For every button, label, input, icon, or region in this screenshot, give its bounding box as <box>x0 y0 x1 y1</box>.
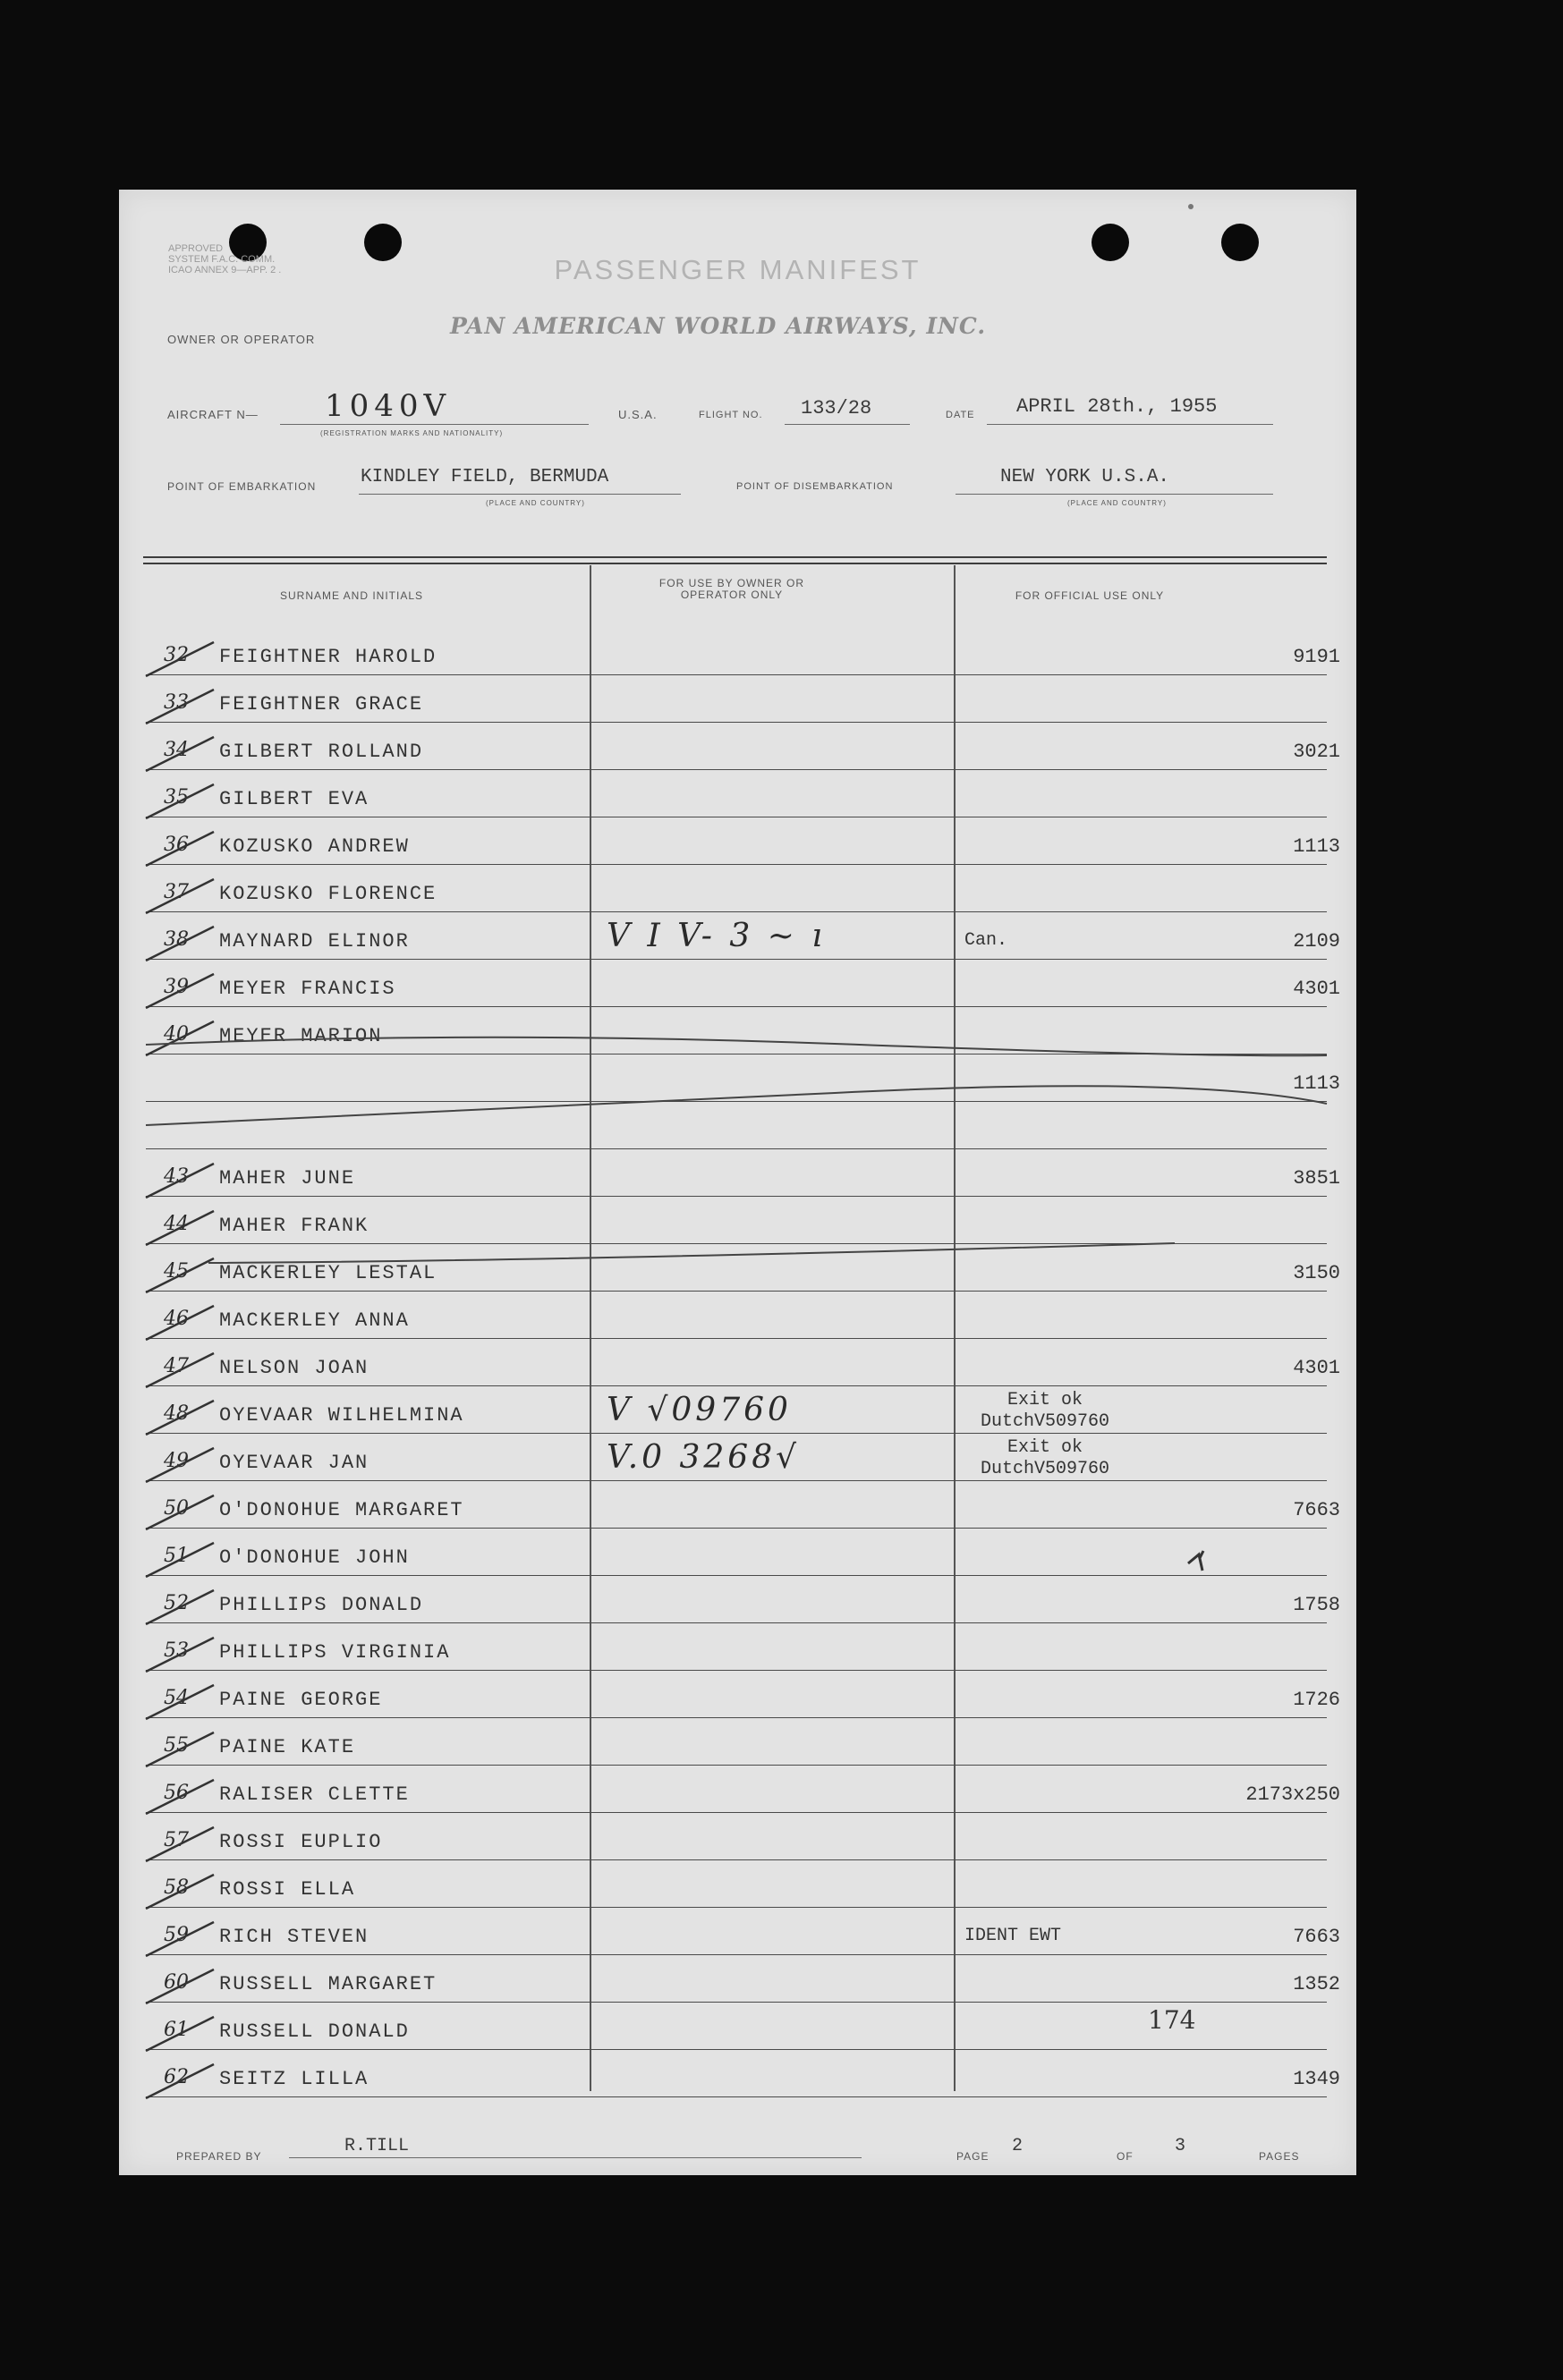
of-label: OF <box>1117 2150 1134 2163</box>
passenger-name: MAYNARD ELINOR <box>219 930 410 953</box>
row-number: 37 <box>164 881 189 903</box>
row-number: 55 <box>164 1734 189 1757</box>
row-number: 36 <box>164 834 189 856</box>
passenger-name: O'DONOHUE JOHN <box>219 1546 410 1569</box>
embarkation-value: KINDLEY FIELD, BERMUDA <box>361 467 609 487</box>
row-number: 35 <box>164 786 189 809</box>
passenger-name: GILBERT ROLLAND <box>219 741 424 763</box>
row-number: 47 <box>164 1355 189 1377</box>
of-value: 3 <box>1175 2136 1186 2156</box>
aircraft-number: 1040V <box>325 388 452 424</box>
column-header-official: FOR OFFICIAL USE ONLY <box>1015 589 1165 602</box>
row-number: 62 <box>164 2066 189 2088</box>
page-value: 2 <box>1012 2136 1024 2156</box>
passenger-name: MEYER MARION <box>219 1025 383 1047</box>
column-header-surname: SURNAME AND INITIALS <box>279 589 424 602</box>
passenger-name: KOZUSKO FLORENCE <box>219 883 437 905</box>
flight-number: 133/28 <box>801 397 872 419</box>
owner-label: OWNER OR OPERATOR <box>167 333 316 346</box>
official-value: 3851 <box>1293 1167 1340 1190</box>
passenger-name: RALISER CLETTE <box>219 1783 410 1806</box>
row-number: 45 <box>164 1260 189 1283</box>
date-label: DATE <box>946 410 975 420</box>
row-number: 38 <box>164 928 189 951</box>
passenger-name: ROSSI ELLA <box>219 1878 356 1901</box>
embarkation-sublabel: (PLACE AND COUNTRY) <box>486 499 585 507</box>
row-number: 51 <box>164 1545 189 1567</box>
row-number: 52 <box>164 1592 189 1614</box>
passenger-name: RUSSELL DONALD <box>219 2020 410 2043</box>
passenger-name: ROSSI EUPLIO <box>219 1831 383 1853</box>
official-value: 7663 <box>1293 1926 1340 1948</box>
approval-line: APPROVED <box>168 243 224 254</box>
passenger-name: PAINE GEORGE <box>219 1689 383 1711</box>
passenger-name: RICH STEVEN <box>219 1926 370 1948</box>
official-note: Can. <box>964 930 1008 951</box>
official-note: Exit ok DutchV509760 <box>980 1437 1110 1479</box>
operator-note: V I V- 3 ∼ ı <box>607 918 826 954</box>
strike-out-line <box>146 1038 1327 1055</box>
column-header-operator: FOR USE BY OWNER OR OPERATOR ONLY <box>658 577 805 601</box>
row-number: 58 <box>164 1876 189 1899</box>
flight-date: APRIL 28th., 1955 <box>1016 395 1218 418</box>
prepared-value: R.TILL <box>344 2136 410 2156</box>
passenger-name: OYEVAAR WILHELMINA <box>219 1404 464 1427</box>
aircraft-sublabel: (REGISTRATION MARKS AND NATIONALITY) <box>320 429 504 437</box>
official-note: Exit ok DutchV509760 <box>980 1390 1110 1432</box>
strike-out-line <box>208 1243 1175 1263</box>
official-value: 4301 <box>1293 1357 1340 1379</box>
operator-note: V √09760 <box>607 1392 792 1428</box>
tick-mark <box>1188 1551 1203 1571</box>
passenger-name: PHILLIPS VIRGINIA <box>219 1641 451 1664</box>
passenger-name: PAINE KATE <box>219 1736 356 1758</box>
passenger-name: MACKERLEY ANNA <box>219 1309 410 1332</box>
passenger-name: FEIGHTNER HAROLD <box>219 646 437 668</box>
official-value: 4301 <box>1293 978 1340 1000</box>
page-label: PAGE <box>956 2150 990 2163</box>
row-number: 48 <box>164 1402 189 1425</box>
prepared-label: PREPARED BY <box>176 2150 262 2163</box>
passenger-name: MAHER JUNE <box>219 1167 356 1190</box>
row-number: 46 <box>164 1308 189 1330</box>
row-number: 54 <box>164 1687 189 1709</box>
passenger-name: GILBERT EVA <box>219 788 370 810</box>
official-note: IDENT EWT <box>964 1926 1062 1946</box>
official-value: 1349 <box>1293 2068 1340 2090</box>
official-value: 1113 <box>1293 1072 1340 1095</box>
official-note: 174 <box>1148 2005 1196 2035</box>
disembarkation-label: POINT OF DISEMBARKATION <box>736 481 894 492</box>
row-number: 43 <box>164 1165 189 1188</box>
pages-label: PAGES <box>1259 2150 1300 2163</box>
row-number: 50 <box>164 1497 189 1520</box>
passenger-name: MACKERLEY LESTAL <box>219 1262 437 1284</box>
row-number: 33 <box>164 691 189 714</box>
row-number: 39 <box>164 976 189 998</box>
official-value: 1113 <box>1293 835 1340 858</box>
passenger-name: SEITZ LILLA <box>219 2068 370 2090</box>
manifest-sheet <box>119 190 1356 2175</box>
operator-note: V.0 3268√ <box>607 1439 801 1476</box>
passenger-name: KOZUSKO ANDREW <box>219 835 410 858</box>
passenger-name: RUSSELL MARGARET <box>219 1973 437 1995</box>
official-value: 1758 <box>1293 1594 1340 1616</box>
row-number: 61 <box>164 2019 189 2041</box>
row-number: 40 <box>164 1023 189 1046</box>
row-number: 59 <box>164 1924 189 1946</box>
row-number: 57 <box>164 1829 189 1851</box>
disembarkation-sublabel: (PLACE AND COUNTRY) <box>1067 499 1167 507</box>
official-value: 2173x250 <box>1245 1783 1340 1806</box>
passenger-name: NELSON JOAN <box>219 1357 370 1379</box>
passenger-name: PHILLIPS DONALD <box>219 1594 424 1616</box>
embarkation-label: POINT OF EMBARKATION <box>167 480 317 493</box>
approval-line: SYSTEM F.A.C. COMM. <box>168 254 276 265</box>
passenger-name: MEYER FRANCIS <box>219 978 396 1000</box>
official-value: 2109 <box>1293 930 1340 953</box>
approval-line: ICAO ANNEX 9—APP. 2 . <box>168 265 282 275</box>
row-number: 60 <box>164 1971 189 1994</box>
prepared-underline <box>289 2157 862 2158</box>
row-number: 34 <box>164 739 189 761</box>
row-number: 49 <box>164 1450 189 1472</box>
official-value: 1726 <box>1293 1689 1340 1711</box>
strike-out-line <box>146 1086 1327 1125</box>
handwritten-marks <box>119 190 1356 2175</box>
passenger-name: OYEVAAR JAN <box>219 1452 370 1474</box>
disembarkation-value: NEW YORK U.S.A. <box>1000 467 1170 487</box>
row-number: 32 <box>164 644 189 666</box>
official-value: 7663 <box>1293 1499 1340 1521</box>
form-title: PASSENGER MANIFEST <box>554 254 922 285</box>
official-value: 1352 <box>1293 1973 1340 1995</box>
row-number: 53 <box>164 1639 189 1662</box>
passenger-name: O'DONOHUE MARGARET <box>219 1499 464 1521</box>
passenger-name: MAHER FRANK <box>219 1215 370 1237</box>
row-number: 56 <box>164 1782 189 1804</box>
aircraft-label: AIRCRAFT N— <box>167 408 259 421</box>
flight-label: FLIGHT NO. <box>699 410 763 420</box>
country-label: U.S.A. <box>618 408 658 421</box>
official-value: 3150 <box>1293 1262 1340 1284</box>
row-number: 44 <box>164 1213 189 1235</box>
passenger-name: FEIGHTNER GRACE <box>219 693 424 716</box>
operator-name: PAN AMERICAN WORLD AIRWAYS, INC. <box>450 313 987 339</box>
official-value: 3021 <box>1293 741 1340 763</box>
official-value: 9191 <box>1293 646 1340 668</box>
